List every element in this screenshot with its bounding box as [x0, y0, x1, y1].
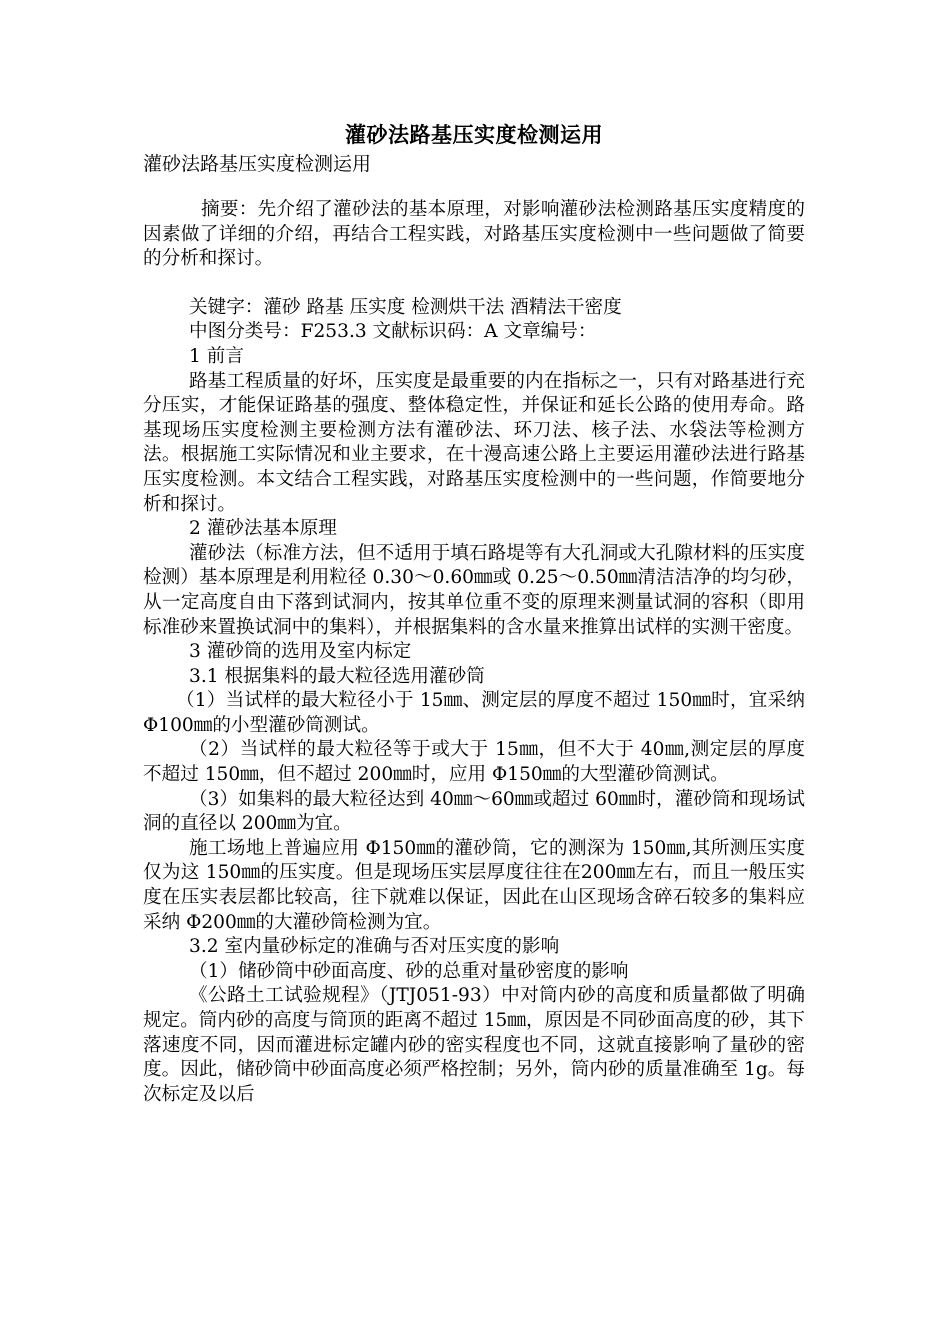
keywords-line: 关键字：灌砂 路基 压实度 检测烘干法 酒精法干密度: [189, 296, 622, 318]
section-1-heading: 1 前言: [189, 345, 244, 367]
document-body: [143, 120, 805, 1107]
section-3-2-item-1: （1）储砂筒中砂面高度、砂的总重对量砂密度的影响: [189, 960, 629, 982]
classification-line: 中图分类号：F253.3 文献标识码：A 文章编号：: [189, 321, 597, 343]
abstract-paragraph: 摘要：先介绍了灌砂法的基本原理，对影响灌砂法检测路基压实度精度的因素做了详细的介绍，再结合工程实践，对路基压实度检测中一些问题做了简要的分析和探讨。: [143, 199, 805, 270]
section-3-1-item-2: （2）当试样的最大粒径等于或大于 15㎜，但不大于 40㎜,测定层的厚度不超过 150㎜，但不超过 200㎜时，应用 Φ150㎜的大型灌砂筒测试。: [143, 739, 805, 786]
section-3-2-heading: 3.2 室内量砂标定的准确与否对压实度的影响: [189, 936, 560, 958]
site-usage-paragraph: 施工场地上普遍应用 Φ150㎜的灌砂筒，它的测深为 150㎜,其所测压实度仅为这 150㎜的压实度。但是现场压实层厚度往往在200㎜左右，而且一般压实度在压实表层都比较高，往下就难以保证，因此在山区现场含碎石较多的集料应采纳 Φ200㎜的大灌砂筒检测为宜。: [143, 837, 805, 933]
document-title: 灌砂法路基压实度检测运用: [345, 122, 603, 147]
section-3-1-heading: 3.1 根据集料的最大粒径选用灌砂筒: [189, 665, 485, 687]
section-2-heading: 2 灌砂法基本原理: [189, 518, 337, 540]
section-3-heading: 3 灌砂筒的选用及室内标定: [189, 641, 412, 663]
document-subtitle: 灌砂法路基压实度检测运用: [143, 153, 372, 175]
section-3-1-item-3: （3）如集料的最大粒径达到 40㎜～60㎜或超过 60㎜时，灌砂筒和现场试洞的直径以 200㎜为宜。: [143, 788, 805, 835]
section-1-paragraph: 路基工程质量的好坏，压实度是最重要的内在指标之一，只有对路基进行充分压实，才能保证路基的强度、整体稳定性，并保证和延长公路的使用寿命。路基现场压实度检测主要检测方法有灌砂法、环刀法、核子法、水袋法等检测方法。根据施工实际情况和业主要求，在十漫高速公路上主要运用灌砂法进行路基压实度检测。本文结合工程实践，对路基压实度检测中的一些问题，作简要地分析和探讨。: [143, 370, 805, 515]
section-3-1-item-1: （1）当试样的最大粒径小于 15㎜、测定层的厚度不超过 150㎜时，宜采纳 Φ100㎜的小型灌砂筒测试。: [143, 690, 805, 736]
section-3-2-paragraph: 《公路土工试验规程》（JTJ051-93）中对筒内砂的高度和质量都做了明确规定。筒内砂的高度与筒顶的距离不超过 15㎜，原因是不同砂面高度的砂，其下落速度不同，因而灌进标定罐内砂的密实程度也不同，这就直接影响了量砂的密度。因此，储砂筒中砂面高度必须严格控制；另外，筒内砂的质量准确至 1g。每次标定及以后: [143, 985, 805, 1105]
section-2-paragraph: 灌砂法（标准方法，但不适用于填石路堤等有大孔洞或大孔隙材料的压实度检测）基本原理是利用粒径 0.30～0.60㎜或 0.25～0.50㎜清洁洁净的均匀砂，从一定高度自由下落到试洞内，按其单位重不变的原理来测量试洞的容积（即用标准砂来置换试洞中的集料），并根据集料的含水量来推算出试样的实测干密度。: [143, 542, 805, 638]
